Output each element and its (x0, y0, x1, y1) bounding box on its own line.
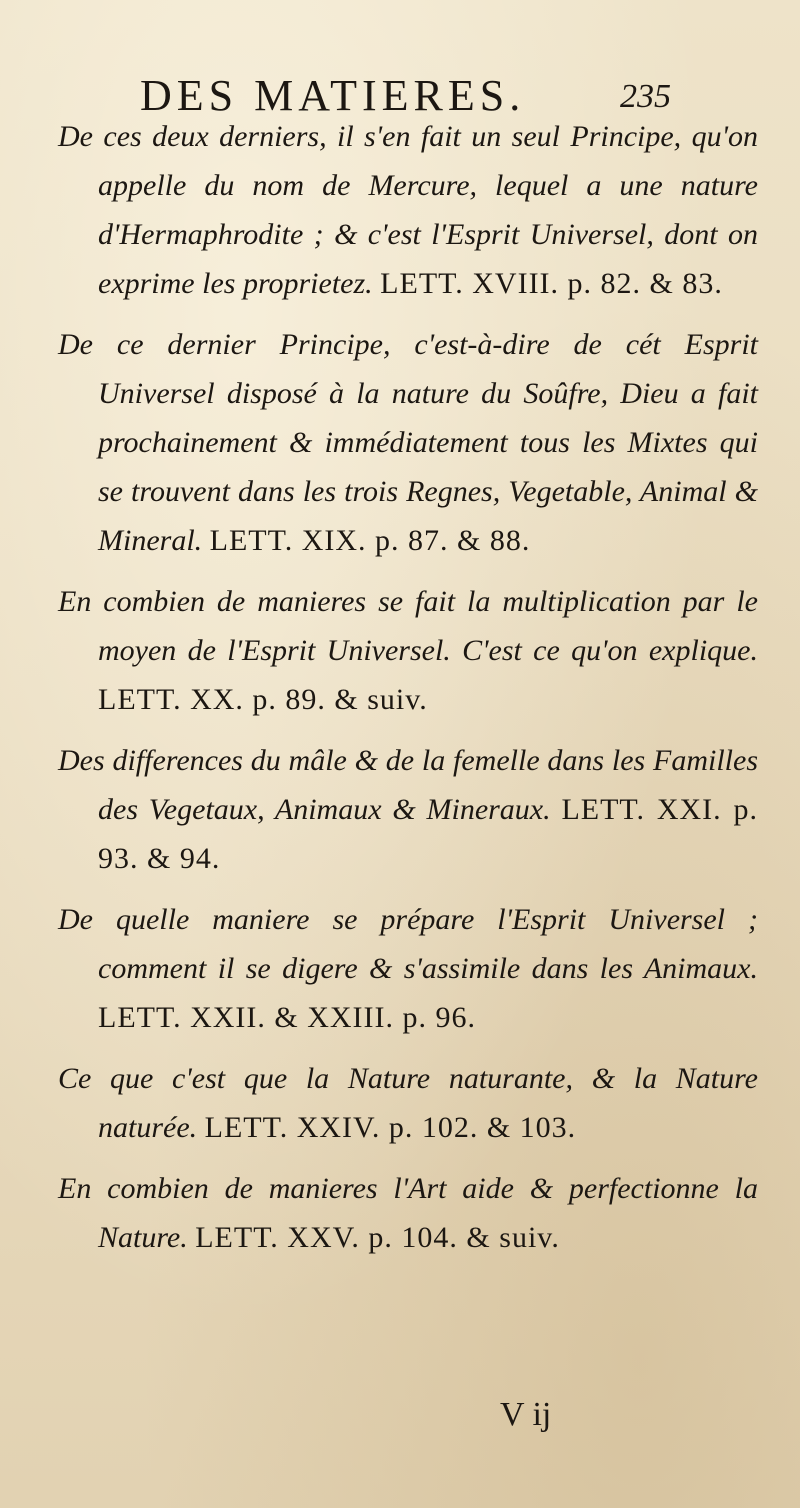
entry-text: Ce que c'est que la Nature naturante, & la Nature naturée. (58, 1062, 758, 1144)
entry-reference: LETT. XXII. & XXIII. p. 96. (98, 1001, 477, 1034)
index-entry (58, 736, 758, 883)
entry-text: De quelle maniere se prépare l'Esprit Universel ; comment il se digere & s'assimile dans les Animaux. (58, 903, 758, 985)
index-entry (58, 895, 758, 1042)
page-number: 235 (620, 78, 671, 115)
index-entry (58, 1054, 758, 1152)
entry-reference: LETT. XX. p. 89. & suiv. (98, 683, 428, 716)
entry-text: De ces deux derniers, il s'en fait un seul Principe, qu'on appelle du nom de Mercure, lequel a une nature d'Hermaphrodite ; & c'est l'Esprit Universel, dont on exprime les proprietez. (58, 120, 758, 300)
entry-reference: LETT. XXV. p. 104. & suiv. (195, 1221, 560, 1254)
index-entry (58, 1164, 758, 1262)
entry-reference: LETT. XIX. p. 87. & 88. (209, 524, 531, 557)
entry-reference: LETT. XVIII. p. 82. & 83. (380, 267, 723, 300)
entry-text: En combien de manieres l'Art aide & perfectionne la Nature. (58, 1172, 758, 1254)
index-entry (58, 112, 758, 308)
index-entry (58, 320, 758, 565)
entry-reference: LETT. XXIV. p. 102. & 103. (204, 1111, 577, 1144)
index-entry (58, 577, 758, 724)
entry-text: Des differences du mâle & de la femelle dans les Familles des Vegetaux, Animaux & Mineraux. (58, 744, 758, 826)
entry-reference: LETT. XXI. p. 93. & 94. (98, 793, 758, 875)
entry-text: En combien de manieres se fait la multiplication par le moyen de l'Esprit Universel. C'est ce qu'on explique. (58, 585, 758, 667)
index-entries (58, 112, 758, 1262)
entry-text: De ce dernier Principe, c'est-à-dire de cét Esprit Universel disposé à la nature du Soûfre, Dieu a fait prochainement & immédiatement tous les Mixtes qui se trouvent dans les trois Regnes, Vegetable, Animal & Mineral. (58, 328, 758, 557)
running-head: DES MATIERES. (140, 71, 526, 120)
signature-mark: V ij (500, 1396, 552, 1433)
